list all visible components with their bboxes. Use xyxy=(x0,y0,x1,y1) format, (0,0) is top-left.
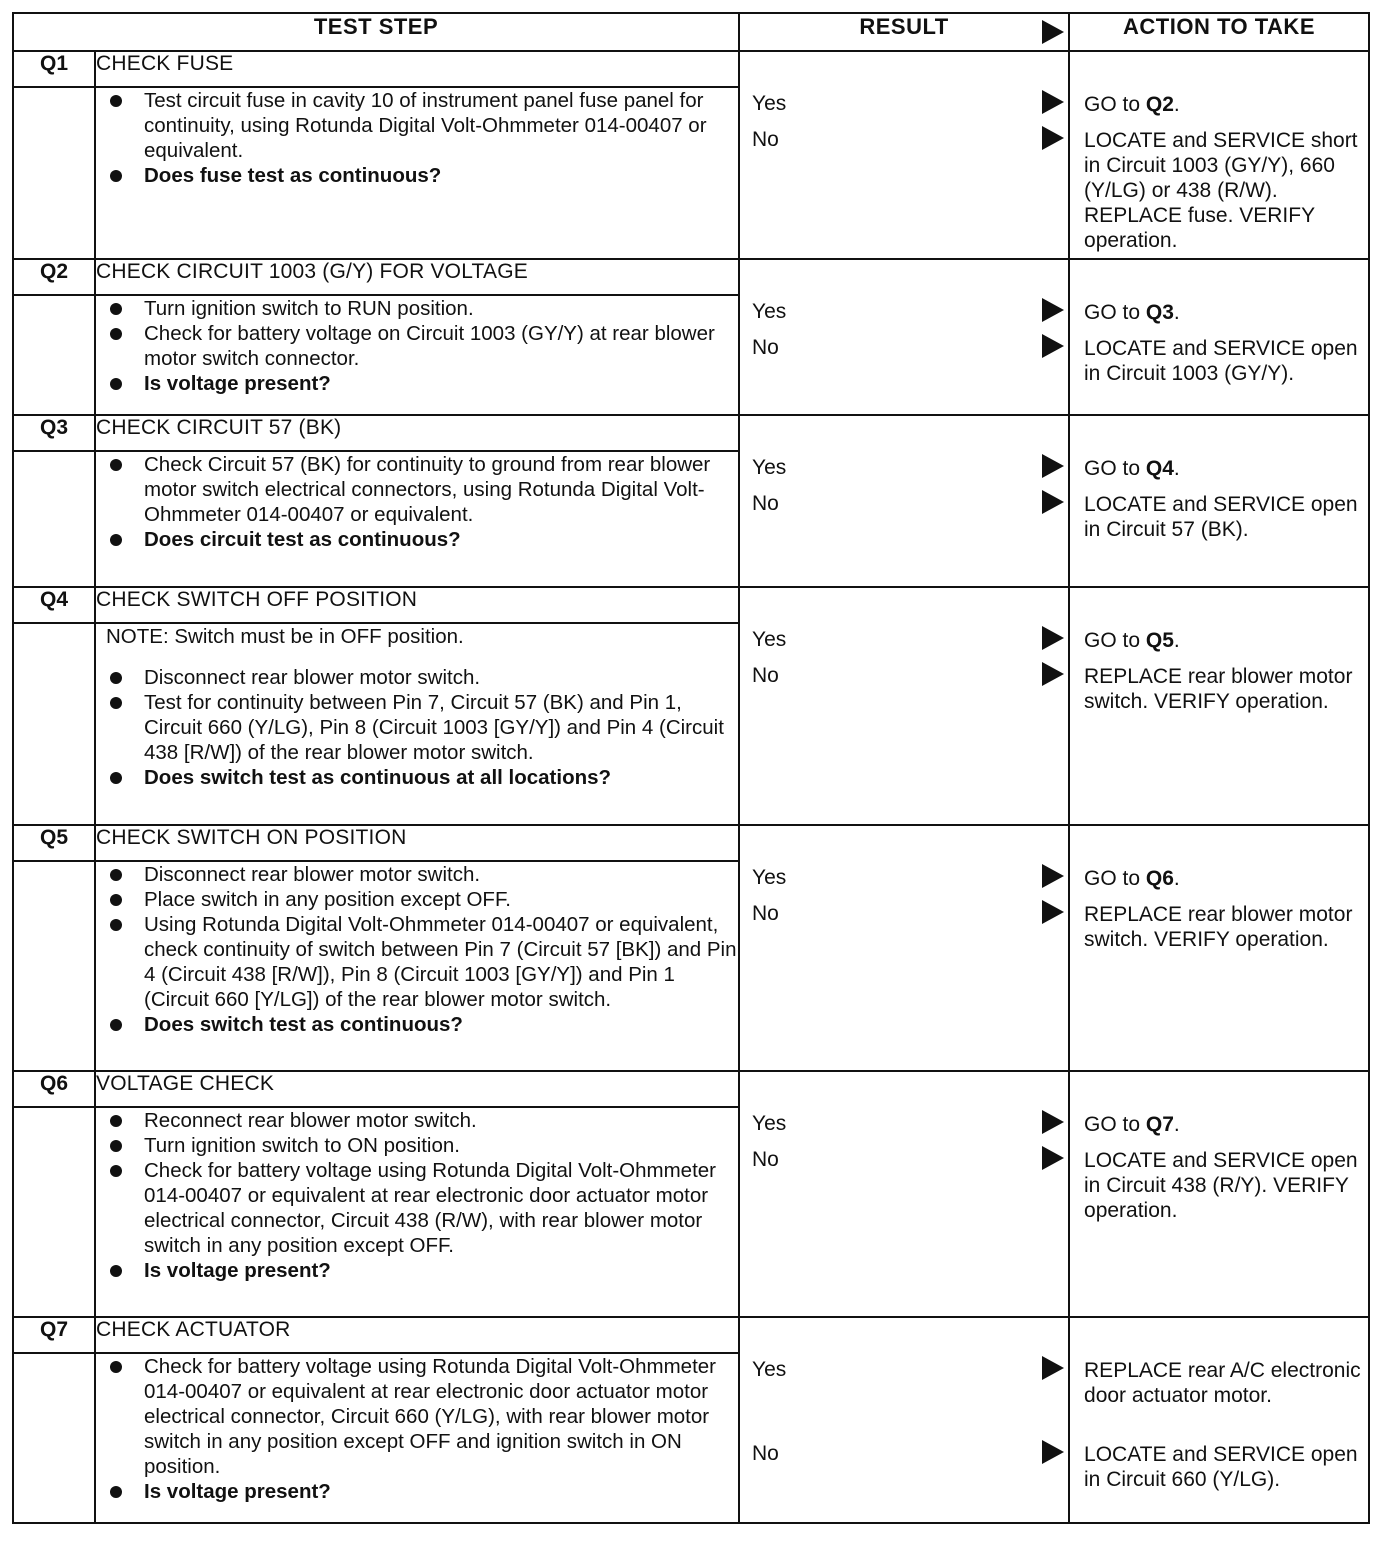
bullet-icon xyxy=(110,170,122,182)
arrow-right-icon xyxy=(1042,490,1064,514)
bullet-icon xyxy=(110,1115,122,1127)
bullet-icon xyxy=(110,869,122,881)
step-item-text: Is voltage present? xyxy=(144,372,331,395)
step-row-q6-title xyxy=(13,1071,1369,1107)
step-row-q7-title xyxy=(13,1317,1369,1353)
step-title: CHECK SWITCH OFF POSITION xyxy=(95,587,739,623)
step-title: CHECK FUSE xyxy=(95,51,739,87)
step-id: Q7 xyxy=(13,1317,95,1353)
step-item xyxy=(96,296,738,321)
step-list xyxy=(96,88,738,188)
step-id: Q6 xyxy=(13,1071,95,1107)
step-item-text: Check for battery voltage on Circuit 1003 (GY/Y) at rear blower motor switch connector. xyxy=(144,322,715,370)
step-item-text: Place switch in any position except OFF. xyxy=(144,888,511,911)
step-item xyxy=(96,912,738,1012)
action-yes xyxy=(1084,456,1364,481)
step-row-q1-title xyxy=(13,51,1369,87)
action-yes-suffix: . xyxy=(1173,1113,1180,1136)
action-no: LOCATE and SERVICE short in Circuit 1003 (GY/Y), 660 (Y/LG) or 438 (R/W). REPLACE fuse. VERIFY operation. xyxy=(1084,129,1358,252)
result-yes: Yes xyxy=(752,456,787,479)
action-yes-suffix: . xyxy=(1173,301,1180,324)
step-body xyxy=(95,1353,739,1523)
bullet-icon xyxy=(110,534,122,546)
step-body xyxy=(95,1107,739,1317)
step-question xyxy=(96,1479,738,1504)
step-row-q2-title xyxy=(13,259,1369,295)
action-cell xyxy=(1069,1071,1369,1317)
result-cell xyxy=(739,51,1069,259)
step-item-text: Is voltage present? xyxy=(144,1480,331,1503)
step-question xyxy=(96,163,738,188)
action-yes xyxy=(1084,628,1364,653)
header-action: ACTION TO TAKE xyxy=(1069,13,1369,51)
step-question xyxy=(96,527,738,552)
result-no: No xyxy=(752,1442,779,1465)
result-yes: Yes xyxy=(752,1358,787,1381)
action-cell xyxy=(1069,51,1369,259)
action-yes-suffix: . xyxy=(1173,457,1180,480)
step-id-spacer xyxy=(13,1107,95,1317)
action-yes-ref: Q6 xyxy=(1145,867,1174,890)
step-title: CHECK CIRCUIT 1003 (G/Y) FOR VOLTAGE xyxy=(95,259,739,295)
bullet-icon xyxy=(110,378,122,390)
step-question xyxy=(96,371,738,396)
step-item-text: Does fuse test as continuous? xyxy=(144,164,442,187)
step-list xyxy=(96,1354,738,1504)
step-item-text: Using Rotunda Digital Volt-Ohmmeter 014-00407 or equivalent, check continuity of switch between Pin 7 (Circuit 57 [BK]) and Pin 4 (Circuit 438 [R/W]), Pin 8 (Circuit 1003 [GY/Y]) and Pin 1 (Circuit 660 [Y/LG]) of the rear blower motor switch. xyxy=(144,913,737,1011)
step-list xyxy=(96,1108,738,1283)
arrow-right-icon xyxy=(1042,1440,1064,1464)
step-body xyxy=(95,87,739,259)
step-question xyxy=(96,765,738,790)
arrow-right-icon xyxy=(1042,864,1064,888)
arrow-right-icon xyxy=(1042,334,1064,358)
action-yes-prefix: GO to xyxy=(1084,867,1146,890)
arrow-right-icon xyxy=(1042,1356,1064,1380)
step-list xyxy=(96,665,738,790)
step-item xyxy=(96,321,738,371)
action-yes-prefix: GO to xyxy=(1084,1113,1146,1136)
bullet-icon xyxy=(110,919,122,931)
step-body xyxy=(95,623,739,825)
action-yes: REPLACE rear A/C electronic door actuator motor. xyxy=(1084,1359,1361,1407)
header-test-step: TEST STEP xyxy=(13,13,739,51)
step-note: NOTE: Switch must be in OFF position. xyxy=(106,625,464,648)
bullet-icon xyxy=(110,459,122,471)
arrow-right-icon xyxy=(1042,20,1064,44)
action-yes-ref: Q4 xyxy=(1145,457,1174,480)
action-yes-suffix: . xyxy=(1173,629,1180,652)
step-item-text: Does circuit test as continuous? xyxy=(144,528,461,551)
step-question xyxy=(96,1258,738,1283)
arrow-right-icon xyxy=(1042,1110,1064,1134)
bullet-icon xyxy=(110,303,122,315)
step-id-spacer xyxy=(13,295,95,415)
step-item-text: Test for continuity between Pin 7, Circuit 57 (BK) and Pin 1, Circuit 660 (Y/LG), Pin 8 (Circuit 1003 [GY/Y]) and Pin 4 (Circuit 438 [R/W]) of the rear blower motor switch. xyxy=(144,691,724,764)
bullet-icon xyxy=(110,95,122,107)
step-item-text: Disconnect rear blower motor switch. xyxy=(144,666,481,689)
arrow-right-icon xyxy=(1042,298,1064,322)
step-id: Q2 xyxy=(13,259,95,295)
action-no: LOCATE and SERVICE open in Circuit 660 (Y/LG). xyxy=(1084,1443,1358,1491)
step-id-spacer xyxy=(13,623,95,825)
action-yes xyxy=(1084,300,1364,325)
action-cell xyxy=(1069,415,1369,587)
action-no: LOCATE and SERVICE open in Circuit 1003 (GY/Y). xyxy=(1084,337,1358,385)
action-yes xyxy=(1084,92,1364,117)
step-id: Q1 xyxy=(13,51,95,87)
step-row-q3-title xyxy=(13,415,1369,451)
bullet-icon xyxy=(110,1486,122,1498)
step-item-text: Test circuit fuse in cavity 10 of instrument panel fuse panel for continuity, using Rotunda Digital Volt-Ohmmeter 014-00407 or equivalent. xyxy=(144,89,707,162)
action-no: LOCATE and SERVICE open in Circuit 438 (R/Y). VERIFY operation. xyxy=(1084,1149,1358,1222)
step-item xyxy=(96,1108,738,1133)
bullet-icon xyxy=(110,328,122,340)
step-list xyxy=(96,452,738,552)
bullet-icon xyxy=(110,672,122,684)
step-body xyxy=(95,861,739,1071)
step-row-q4-title xyxy=(13,587,1369,623)
result-cell xyxy=(739,1071,1069,1317)
action-yes-suffix: . xyxy=(1173,93,1180,116)
diagnostic-table-page xyxy=(12,12,1368,1524)
action-cell xyxy=(1069,1317,1369,1523)
step-item-text: Does switch test as continuous at all locations? xyxy=(144,766,612,789)
step-question xyxy=(96,1012,738,1037)
result-yes: Yes xyxy=(752,92,787,115)
arrow-right-icon xyxy=(1042,454,1064,478)
result-yes: Yes xyxy=(752,866,787,889)
step-id-spacer xyxy=(13,1353,95,1523)
bullet-icon xyxy=(110,1265,122,1277)
result-no: No xyxy=(752,336,779,359)
step-title: CHECK ACTUATOR xyxy=(95,1317,739,1353)
step-item-text: Turn ignition switch to ON position. xyxy=(144,1134,460,1157)
step-item xyxy=(96,1354,738,1479)
result-no: No xyxy=(752,1148,779,1171)
step-item-text: Turn ignition switch to RUN position. xyxy=(144,297,474,320)
step-item-text: Reconnect rear blower motor switch. xyxy=(144,1109,477,1132)
step-title: CHECK CIRCUIT 57 (BK) xyxy=(95,415,739,451)
step-list xyxy=(96,862,738,1037)
action-cell xyxy=(1069,259,1369,415)
step-item xyxy=(96,690,738,765)
arrow-right-icon xyxy=(1042,90,1064,114)
step-item xyxy=(96,862,738,887)
action-yes-prefix: GO to xyxy=(1084,93,1146,116)
step-item xyxy=(96,452,738,527)
header-result-label: RESULT xyxy=(859,14,949,39)
action-yes xyxy=(1084,1112,1364,1137)
step-id-spacer xyxy=(13,861,95,1071)
step-id-spacer xyxy=(13,451,95,587)
step-id: Q5 xyxy=(13,825,95,861)
step-item-text: Does switch test as continuous? xyxy=(144,1013,463,1036)
header-row xyxy=(13,13,1369,51)
step-item-text: Check Circuit 57 (BK) for continuity to ground from rear blower motor switch electrical connectors, using Rotunda Digital Volt-Ohmmeter 014-00407 or equivalent. xyxy=(144,453,711,526)
step-title: VOLTAGE CHECK xyxy=(95,1071,739,1107)
action-yes-prefix: GO to xyxy=(1084,629,1146,652)
step-id: Q4 xyxy=(13,587,95,623)
arrow-right-icon xyxy=(1042,900,1064,924)
bullet-icon xyxy=(110,1361,122,1373)
action-cell xyxy=(1069,825,1369,1071)
step-id: Q3 xyxy=(13,415,95,451)
arrow-right-icon xyxy=(1042,662,1064,686)
action-yes-ref: Q3 xyxy=(1145,301,1174,324)
bullet-icon xyxy=(110,1019,122,1031)
arrow-right-icon xyxy=(1042,126,1064,150)
bullet-icon xyxy=(110,697,122,709)
action-yes xyxy=(1084,866,1364,891)
step-item-text: Disconnect rear blower motor switch. xyxy=(144,863,481,886)
action-yes-ref: Q7 xyxy=(1145,1113,1174,1136)
bullet-icon xyxy=(110,894,122,906)
result-yes: Yes xyxy=(752,1112,787,1135)
result-no: No xyxy=(752,492,779,515)
bullet-icon xyxy=(110,1165,122,1177)
action-no: REPLACE rear blower motor switch. VERIFY operation. xyxy=(1084,665,1353,713)
action-cell xyxy=(1069,587,1369,825)
result-no: No xyxy=(752,128,779,151)
bullet-icon xyxy=(110,1140,122,1152)
step-row-q5-title xyxy=(13,825,1369,861)
result-cell xyxy=(739,415,1069,587)
arrow-right-icon xyxy=(1042,1146,1064,1170)
result-cell xyxy=(739,1317,1069,1523)
action-no: REPLACE rear blower motor switch. VERIFY operation. xyxy=(1084,903,1353,951)
result-cell xyxy=(739,587,1069,825)
action-yes-suffix: . xyxy=(1173,867,1180,890)
step-list xyxy=(96,296,738,396)
result-cell xyxy=(739,825,1069,1071)
bullet-icon xyxy=(110,772,122,784)
step-item-text: Is voltage present? xyxy=(144,1259,331,1282)
step-item xyxy=(96,1133,738,1158)
result-no: No xyxy=(752,664,779,687)
action-no: LOCATE and SERVICE open in Circuit 57 (BK). xyxy=(1084,493,1358,541)
result-yes: Yes xyxy=(752,300,787,323)
action-yes-prefix: GO to xyxy=(1084,301,1146,324)
action-yes-ref: Q2 xyxy=(1145,93,1174,116)
diagnostic-table xyxy=(12,12,1370,1524)
step-item xyxy=(96,887,738,912)
result-yes: Yes xyxy=(752,628,787,651)
step-body xyxy=(95,451,739,587)
step-item-text: Check for battery voltage using Rotunda Digital Volt-Ohmmeter 014-00407 or equivalent at rear electronic door actuator motor electrical connector, Circuit 438 (R/W), with rear blower motor switch in any position except OFF. xyxy=(144,1159,716,1257)
arrow-right-icon xyxy=(1042,626,1064,650)
action-yes-ref: Q5 xyxy=(1145,629,1174,652)
step-title: CHECK SWITCH ON POSITION xyxy=(95,825,739,861)
result-cell xyxy=(739,259,1069,415)
step-id-spacer xyxy=(13,87,95,259)
step-body xyxy=(95,295,739,415)
step-item-text: Check for battery voltage using Rotunda Digital Volt-Ohmmeter 014-00407 or equivalent at rear electronic door actuator motor electrical connector, Circuit 660 (Y/LG), with rear blower motor switch in any position except OFF and ignition switch in ON position. xyxy=(144,1355,716,1478)
step-item xyxy=(96,665,738,690)
result-no: No xyxy=(752,902,779,925)
action-yes-prefix: GO to xyxy=(1084,457,1146,480)
header-result xyxy=(739,13,1069,51)
step-item xyxy=(96,88,738,163)
step-item xyxy=(96,1158,738,1258)
